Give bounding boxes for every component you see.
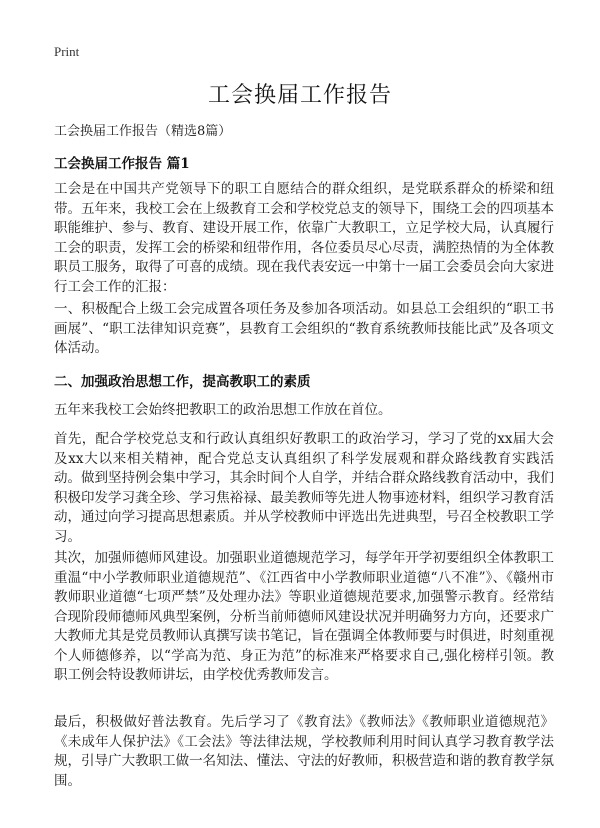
print-link[interactable]: Print [54,44,80,59]
paragraph-political-intro: 五年来我校工会始终把教职工的政治思想工作放在首位。 [54,402,392,418]
paragraph-second: 其次，加强师德师风建设。加强职业道德规范学习，每学年开学初要组织全体教职工重温“中小学教师职业道德规范”、《江西省中小学教师职业道德“八不准”》、《赣州市教师职业道德“七项严禁”及处理办法》等职业道德规范要求,加强警示教育。经常结合现阶段师德师风典型案例，分析当前师德师风建设状况并明确努力方向，还要求广大教师尤其是党员教师认真撰写读书笔记，旨在强调全体教师要与时俱进，时刻重视个人师德修养，以“学高为范、身正为范”的标准来严格要求自己,强化榜样引领。教职工例会特设教师讲坛，由学校优秀教师发言。 [54,550,554,683]
section-heading-1: 工会换届工作报告 篇1 [54,156,190,172]
section-heading-2: 二、加强政治思想工作，提高教职工的素质 [54,374,311,390]
document-title: 工会换届工作报告 [207,83,392,108]
paragraph-item-1: 一、积极配合上级工会完成置各项任务及参加各项活动。如县总工会组织的“职工书画展”、“职工法律知识竞赛”，县教育工会组织的“教育系统教师技能比武”及各项文体活动。 [54,301,554,356]
paragraph-intro: 工会是在中国共产党领导下的职工自愿结合的群众组织，是党联系群众的桥梁和纽带。五年来，我校工会在上级教育工会和学校党总支的领导下，围绕工会的四项基本职能维护、参与、教育、建设开展工作，依靠广大教职工，立足学校大局，认真履行工会的职责，发挥工会的桥梁和纽带作用，各位委员尽心尽责，满腔热情的为全体教职员工服务，取得了可喜的成绩。现在我代表安远一中第十一届工会委员会向大家进行工会工作的汇报： [54,181,554,295]
paragraph-last: 最后，积极做好普法教育。先后学习了《教育法》《教师法》《教师职业道德规范》《未成年人保护法》《工会法》等法律法规，学校教师利用时间认真学习教育教学法规，引导广大教职工做一名知法、懂法、守法的好教师，积极营造和谐的教育教学氛围。 [54,714,554,789]
document-subtitle: 工会换届工作报告（精选8篇） [54,124,232,139]
paragraph-first: 首先，配合学校党总支和行政认真组织好教职工的政治学习，学习了党的xx届大会及xx大以来相关精神，配合党总支认真组织了科学发展观和群众路线教育实践活动。做到坚持例会集中学习，其余时间个人自学，并结合群众路线教育活动中，我们积极印发学习龚全珍、学习焦裕禄、最美教师等先进人物事迹材料，组织学习教育活动，通过向学习提高思想素质。并从学校教师中评选出先进典型，号召全校教职工学习。 [54,431,554,545]
